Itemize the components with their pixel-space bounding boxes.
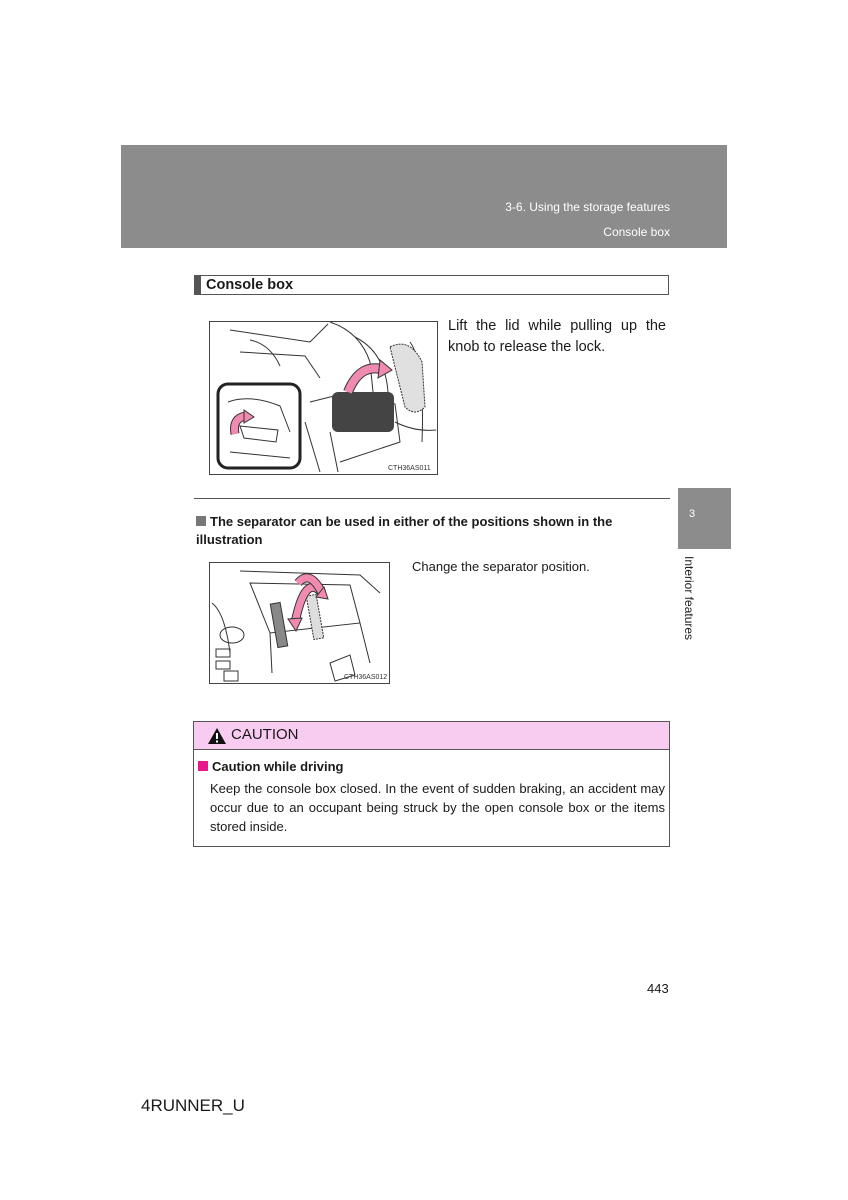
console-lid-figure: [209, 321, 438, 475]
figure-code: CTH36AS011: [388, 465, 431, 472]
chapter-number: 3: [689, 508, 696, 520]
caution-subheading: [198, 759, 343, 774]
caution-box: [193, 721, 670, 847]
instruction-text: Change the separator position.: [412, 559, 590, 574]
warning-triangle-icon: [207, 727, 227, 745]
caution-subheading-text: Caution while driving: [212, 759, 344, 774]
separator-figure: [209, 562, 390, 684]
page-title: Console box: [603, 225, 670, 239]
section-breadcrumb: 3-6. Using the storage features: [505, 200, 670, 214]
separator-illustration: [210, 563, 389, 683]
caution-text: Keep the console box closed. In the event of sudden braking, an accident may occur due to an occupant being struck by the open console box or the items stored inside.: [210, 781, 665, 834]
caution-header: [194, 722, 669, 750]
bullet-square-icon: [198, 761, 208, 771]
subheading: [196, 513, 670, 549]
divider: [194, 498, 670, 499]
page-number: 443: [647, 981, 669, 996]
footer-model: 4RUNNER_U: [141, 1096, 245, 1115]
console-lid-illustration: [210, 322, 437, 474]
caution-title: CAUTION: [231, 726, 299, 743]
bullet-square-icon: [196, 516, 206, 526]
instruction-text: Lift the lid while pulling up the knob to release the lock.: [448, 318, 666, 355]
header-band: [121, 145, 727, 248]
section-heading: Console box: [194, 275, 669, 295]
chapter-label: Interior features: [682, 556, 696, 641]
figure-code: CTH36AS012: [344, 674, 388, 681]
chapter-tab: [678, 488, 731, 549]
subheading-text: The separator can be used in either of the positions shown in the illustration: [196, 514, 613, 547]
